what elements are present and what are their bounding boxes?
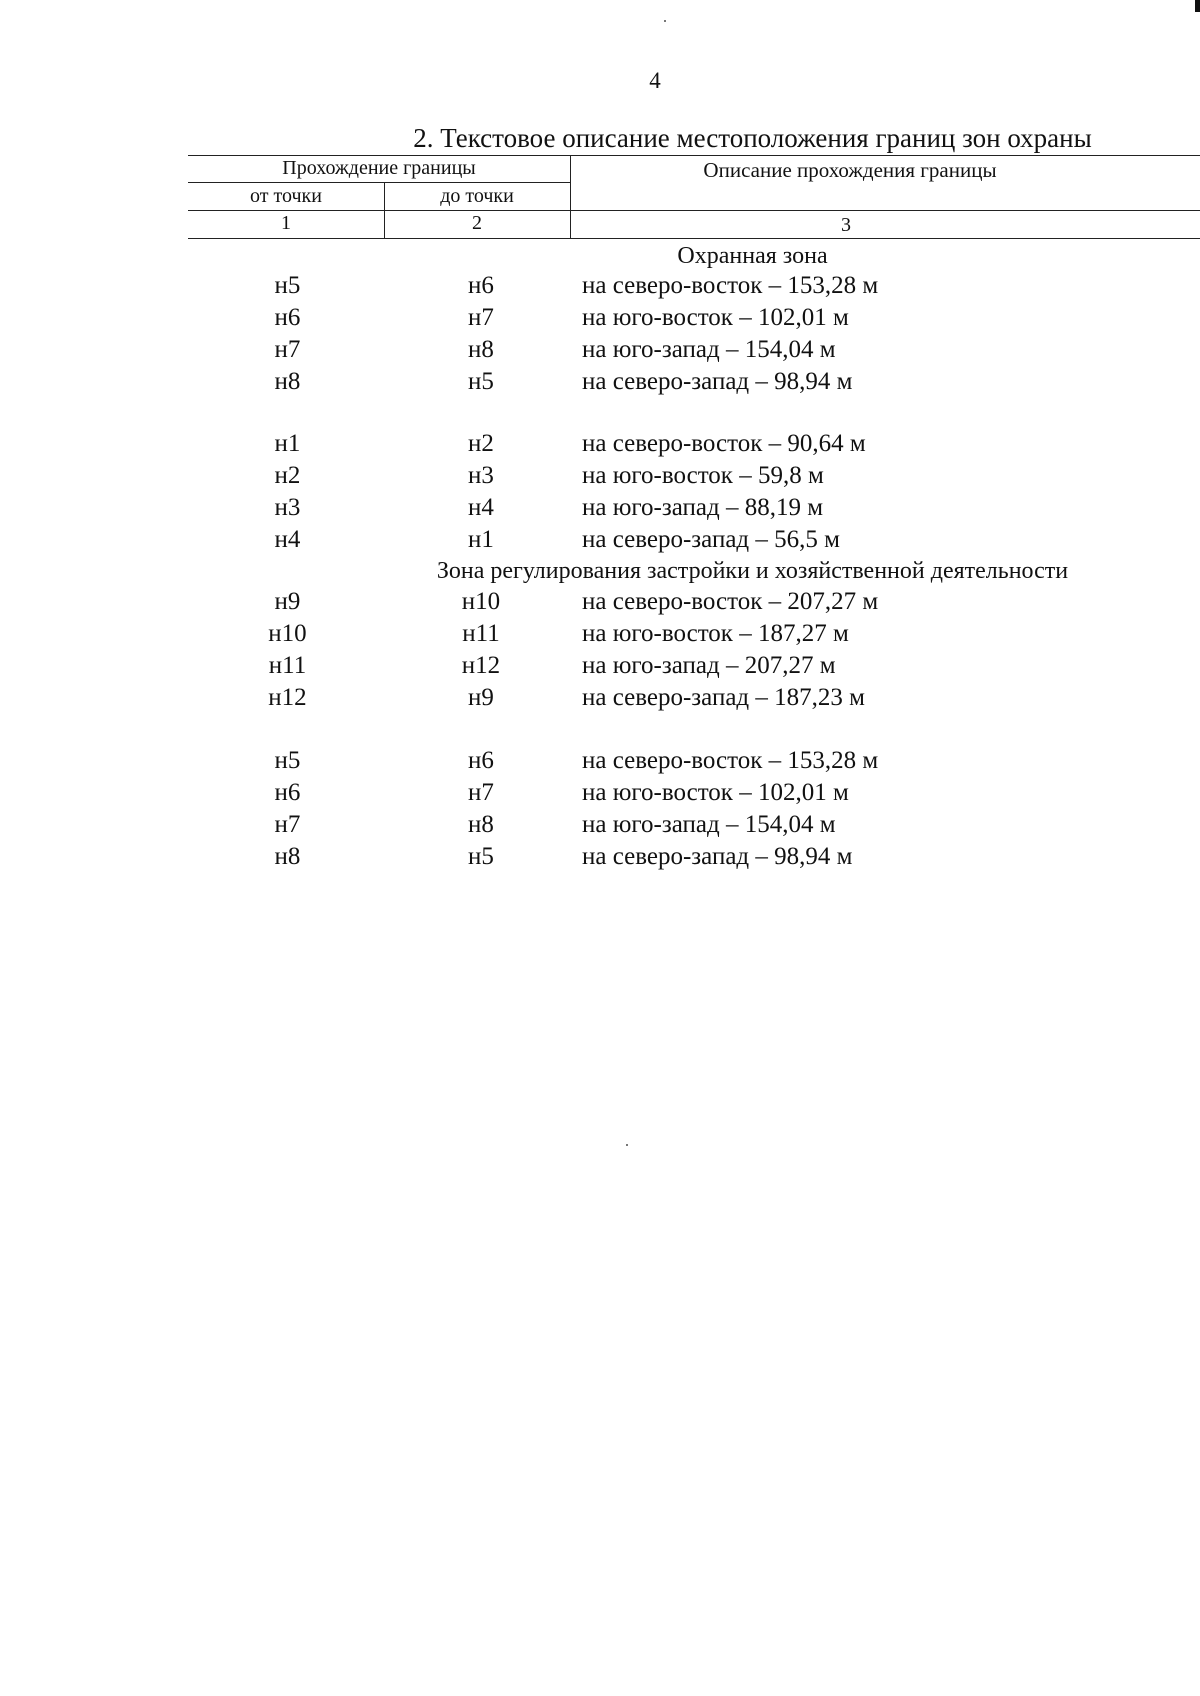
from-point: н7 (274, 811, 301, 838)
col-number-3: 3 (841, 214, 851, 236)
boundary-description: на юго-восток – 187,27 м (582, 620, 849, 647)
scan-speck (626, 1144, 628, 1146)
to-point: н12 (461, 652, 501, 679)
from-point: н6 (274, 304, 301, 331)
table-row (190, 526, 1190, 558)
from-point: н12 (268, 684, 307, 711)
page-number: 4 (649, 68, 661, 93)
from-point: н2 (274, 462, 301, 489)
col-header-description: Описание прохождения границы (703, 158, 997, 182)
to-point: н3 (468, 462, 494, 489)
to-point: н6 (468, 272, 494, 299)
table-row (190, 494, 1190, 526)
col-number-2: 2 (472, 212, 482, 234)
table-row (190, 843, 1190, 875)
table-row (190, 430, 1190, 462)
to-point: н4 (468, 494, 494, 521)
col-header-from: от точки (250, 185, 322, 207)
boundary-description: на северо-восток – 207,27 м (582, 588, 879, 615)
from-point: н3 (274, 494, 301, 521)
from-point: н9 (274, 588, 301, 615)
table-row (190, 336, 1190, 368)
to-point: н5 (468, 843, 494, 870)
boundary-description: на северо-запад – 98,94 м (582, 368, 853, 395)
from-point: н10 (268, 620, 307, 647)
from-point: н8 (274, 368, 301, 395)
boundary-description: на северо-восток – 153,28 м (582, 747, 879, 774)
scan-edge-mark (1195, 0, 1200, 12)
boundary-description: на северо-запад – 56,5 м (582, 526, 840, 553)
group-header-rule (188, 182, 570, 183)
boundary-description: на юго-восток – 102,01 м (582, 779, 849, 806)
table-row (190, 620, 1190, 652)
to-point: н10 (461, 588, 501, 615)
from-point: н5 (274, 747, 301, 774)
table-row (190, 588, 1190, 620)
boundary-description: на северо-восток – 153,28 м (582, 272, 879, 299)
scan-speck (664, 20, 666, 22)
boundary-description: на юго-запад – 88,19 м (582, 494, 824, 521)
table-row (190, 747, 1190, 779)
from-point: н6 (274, 779, 301, 806)
boundary-description: на северо-запад – 98,94 м (582, 843, 853, 870)
table-top-rule (188, 155, 1200, 156)
table-row (190, 652, 1190, 684)
to-point: н8 (468, 336, 494, 363)
from-point: н5 (274, 272, 301, 299)
to-point: н5 (468, 368, 494, 395)
from-point: н7 (274, 336, 301, 363)
table-row (190, 462, 1190, 494)
to-point: н6 (468, 747, 494, 774)
table-row (190, 272, 1190, 304)
boundary-description: на юго-запад – 207,27 м (582, 652, 836, 679)
table-row (190, 304, 1190, 336)
boundary-description: на северо-восток – 90,64 м (582, 430, 866, 457)
boundary-description: на юго-запад – 154,04 м (582, 811, 836, 838)
header-rule (188, 210, 1200, 211)
boundary-description: на юго-восток – 59,8 м (582, 462, 824, 489)
from-point: н8 (274, 843, 301, 870)
to-point: н2 (468, 430, 494, 457)
page-title: 2. Текстовое описание местоположения границ зон охраны (413, 123, 1092, 153)
from-point: н4 (274, 526, 301, 553)
to-point: н8 (468, 811, 494, 838)
zone-title: Зона регулирования застройки и хозяйственной деятельности (436, 558, 1069, 584)
table-row (190, 811, 1190, 843)
to-point: н1 (468, 526, 494, 553)
table-row (190, 779, 1190, 811)
zone-title: Охранная зона (677, 243, 828, 269)
from-point: н11 (268, 652, 307, 679)
to-point: н9 (468, 684, 494, 711)
boundary-description: на юго-запад – 154,04 м (582, 336, 836, 363)
col-header-to: до точки (440, 185, 514, 207)
table-row (190, 684, 1190, 716)
boundary-description: на юго-восток – 102,01 м (582, 304, 849, 331)
to-point: н11 (462, 620, 500, 647)
from-point: н1 (274, 430, 301, 457)
group-header: Прохождение границы (282, 157, 476, 179)
number-row-rule (188, 238, 1200, 239)
col-number-1: 1 (281, 212, 291, 234)
table-row (190, 368, 1190, 400)
boundary-description: на северо-запад – 187,23 м (582, 684, 865, 711)
to-point: н7 (468, 779, 494, 806)
to-point: н7 (468, 304, 494, 331)
